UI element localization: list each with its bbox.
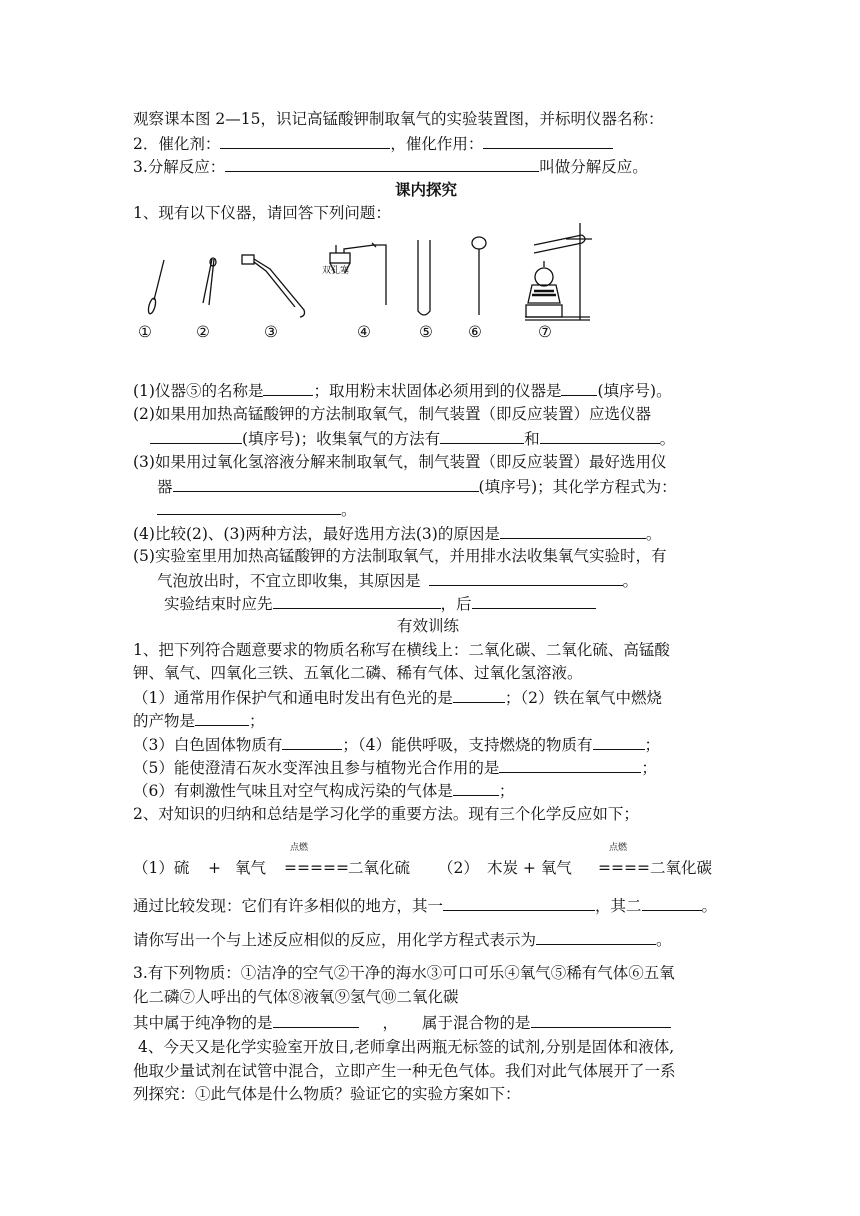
t2-compare-text-b: ，其二: [595, 897, 642, 915]
t4-line-3: 列探究：①此气体是什么物质？验证它的实验方案如下：: [133, 1085, 521, 1103]
apparatus-label-4: ④: [357, 323, 371, 341]
t1-q5-suffix: ；: [641, 759, 657, 777]
q1-part-4-text-a: (4)比较(2)、(3)两种方法，最好选用方法(3)的原因是: [133, 525, 500, 543]
t1-q2-suffix: ；: [249, 712, 265, 730]
eq1-condition: 点燃: [290, 843, 309, 853]
eq2-product: 二氧化碳: [650, 859, 713, 877]
t3-comma: ，: [382, 1014, 399, 1032]
t2-compare-blank-b[interactable]: [642, 895, 702, 911]
t1-line-7: [133, 780, 514, 801]
t2-stem: 2、对知识的归纳和总结是学习化学的重要方法。现有三个化学反应如下；: [133, 805, 639, 823]
t1-q6-text: （6）有刺激性气味且对空气构成污染的气体是: [133, 782, 453, 800]
t3-mixture-text: 属于混合物的是: [422, 1014, 531, 1032]
eq2-condition: 点燃: [609, 843, 628, 853]
decomposition-suffix: 叫做分解反应。: [539, 158, 648, 176]
q1-part-1-text-c: (填序号)。: [597, 382, 672, 400]
t2-write: [133, 929, 672, 950]
t1-line-3: [133, 687, 662, 708]
t2-write-text: 请你写出一个与上述反应相似的反应，用化学方程式表示为: [133, 931, 537, 949]
eq1-plus: +: [208, 859, 221, 877]
t1-q4-suffix: ；: [644, 736, 661, 754]
t2-write-blank[interactable]: [536, 929, 656, 945]
t3-pure-text: 其中属于纯净物的是: [133, 1014, 273, 1032]
t4-line-2: 他取少量试剂在试管中混合，立即产生一种无色气体。我们对此气体展开了一系: [133, 1062, 676, 1080]
t1-q1-blank[interactable]: [453, 687, 505, 703]
t2-compare: [133, 895, 717, 916]
t1-q1-text: （1）通常用作保护气和通电时发出有色光的是: [133, 689, 453, 707]
q1-part-3-text-d: 。: [341, 501, 357, 519]
q1-part-5-line-1: (5)实验室里用加热高锰酸钾的方法制取氧气，并用排水法收集氧气实验时，有: [133, 547, 667, 565]
t2-compare-text-a: 通过比较发现：它们有许多相似的地方，其一: [133, 897, 444, 915]
q1-part-6-text-a: 实验结束时应先: [164, 595, 273, 613]
t1-q4-text: ；（4）能供呼吸，支持燃烧的物质有: [342, 736, 593, 754]
apparatus-label-6: ⑥: [468, 323, 482, 341]
q1-part-2-text-b: (填序号)；收集氧气的方法有: [242, 430, 441, 448]
t1-q2-text: ；（2）铁在氧气中燃烧: [504, 689, 662, 707]
section-title-training: 有效训练: [397, 617, 460, 635]
q1-stem: 1、现有以下仪器，请回答下列问题：: [133, 204, 391, 222]
t1-q2-blank[interactable]: [195, 710, 249, 726]
q1-part-5-line-2: [157, 570, 638, 591]
eq1-reactant-2: 氧气: [235, 859, 267, 877]
q1-part-4: [133, 523, 661, 544]
q1-part-2-line-1: (2)如果用加热高锰酸钾的方法制取氧气，制气装置（即反应装置）应选仪器: [133, 405, 651, 423]
apparatus-label-2: ②: [196, 323, 210, 341]
t3-line-1: 3.有下列物质：①洁净的空气②干净的海水③可口可乐④氧气⑤稀有气体⑥五氧: [133, 964, 675, 982]
t1-line-2: 钾、氧气、四氧化三铁、五氧化二磷、稀有气体、过氧化氢溶液。: [133, 664, 583, 682]
t1-line-1: 1、把下列符合题意要求的物质名称写在横线上：二氧化碳、二氧化硫、高锰酸: [133, 641, 670, 659]
stopper-tube-icon: [330, 253, 350, 263]
q1-part-2-text-d: 。: [659, 430, 676, 448]
decomposition-blank[interactable]: [225, 156, 539, 172]
q1-part-1-blank-a[interactable]: [263, 380, 313, 396]
q1-part-5-text-b: 气泡放出时，不宜立即收集，其原因是: [157, 572, 421, 590]
eq1-product: 二氧化硫: [348, 859, 411, 877]
intro-line-1: 观察课本图 2—15，识记高锰酸钾制取氧气的实验装置图，并标明仪器名称：: [133, 110, 664, 128]
intro-line-3: [133, 156, 648, 177]
t1-q2-text-b: 的产物是: [133, 712, 196, 730]
q1-part-2-line-2: [150, 428, 675, 449]
t1-q5-blank[interactable]: [499, 757, 641, 773]
eq2-number: （2）: [438, 859, 479, 877]
t3-pure-blank[interactable]: [273, 1012, 359, 1028]
t1-q6-blank[interactable]: [453, 780, 499, 796]
t4-line-1: 4、今天又是化学实验室开放日,老师拿出两瓶无标签的试剂,分别是固体和液体,: [138, 1038, 675, 1056]
t2-compare-blank-a[interactable]: [443, 895, 595, 911]
q1-part-6-text-b: ，后: [440, 595, 472, 613]
apparatus-label-1: ①: [138, 323, 152, 341]
q1-part-2-blank-a[interactable]: [150, 428, 242, 444]
section-title-in-class: 课内探究: [395, 180, 458, 199]
t1-q3-text: （3）白色固体物质有: [133, 736, 283, 754]
q1-part-1-text-b: ；取用粉末状固体必须用到的仪器是: [313, 382, 562, 400]
q1-part-6-blank-a[interactable]: [273, 593, 441, 609]
spoon-icon: [154, 260, 164, 300]
t2-compare-text-c: 。: [701, 897, 718, 915]
t3-mixture-blank[interactable]: [531, 1012, 671, 1028]
t2-write-suffix: 。: [656, 931, 672, 949]
stopper-label: 双孔塞: [322, 266, 350, 276]
catalyst-label: 2．催化剂：: [133, 135, 221, 153]
q1-part-3-blank-a[interactable]: [173, 476, 479, 492]
apparatus-label-7: ⑦: [538, 323, 552, 341]
tongs-icon: [242, 255, 254, 264]
t1-q4-blank[interactable]: [593, 734, 645, 750]
catalyst-blank[interactable]: [220, 133, 390, 149]
q1-part-3-line-1: (3)如果用过氧化氢溶液分解来制取氧气，制气装置（即反应装置）最好选用仪: [133, 453, 667, 471]
eq2-arrow: ====: [598, 859, 650, 877]
catalysis-blank[interactable]: [483, 133, 613, 149]
q1-part-5-blank[interactable]: [429, 570, 623, 586]
eq1-arrow: =====: [284, 859, 349, 877]
t1-q5-text: （5）能使澄清石灰水变浑浊且参与植物光合作用的是: [133, 759, 500, 777]
q1-part-3-blank-b[interactable]: [157, 499, 341, 515]
t3-line-2: 化二磷⑦人呼出的气体⑧液氧⑨氢气⑩二氧化碳: [133, 988, 459, 1006]
q1-part-1-blank-b[interactable]: [561, 380, 597, 396]
t3-line-3: [133, 1012, 671, 1033]
apparatus-label-5: ⑤: [419, 323, 433, 341]
q1-part-2-text-c: 和: [524, 430, 540, 448]
t1-line-6: [133, 757, 657, 778]
decomposition-label: 3.分解反应：: [133, 158, 226, 176]
q1-part-3-line-2: [157, 476, 677, 497]
t1-q6-suffix: ；: [498, 782, 515, 800]
q1-part-3-text-b: 器: [157, 478, 173, 496]
q1-part-2-blank-b[interactable]: [440, 428, 524, 444]
q1-part-3-line-3: [157, 499, 357, 520]
q1-part-3-text-c: (填序号)；其化学方程式为：: [478, 478, 677, 496]
eq1-reactant-1: （1）硫: [133, 859, 190, 877]
q1-part-4-text-b: 。: [645, 525, 662, 543]
q1-part-4-blank[interactable]: [500, 523, 646, 539]
t1-line-4: [133, 710, 265, 731]
t1-line-5: [133, 734, 660, 755]
q1-part-1-text-a: (1)仪器⑤的名称是: [133, 382, 264, 400]
q1-part-2-blank-c[interactable]: [540, 428, 660, 444]
t1-q3-blank[interactable]: [282, 734, 342, 750]
q1-part-1: [133, 380, 672, 401]
q1-part-6: [164, 593, 596, 614]
funnel-icon: [472, 237, 486, 249]
test-tube-icon: [418, 240, 430, 315]
q1-part-6-blank-b[interactable]: [472, 593, 596, 609]
intro-line-2: [133, 133, 613, 154]
apparatus-label-3: ③: [264, 323, 278, 341]
eq2-reactants: 木炭 + 氧气: [487, 859, 572, 877]
catalysis-label: ，催化作用：: [390, 135, 484, 153]
q1-part-5-text-c: 。: [622, 572, 639, 590]
